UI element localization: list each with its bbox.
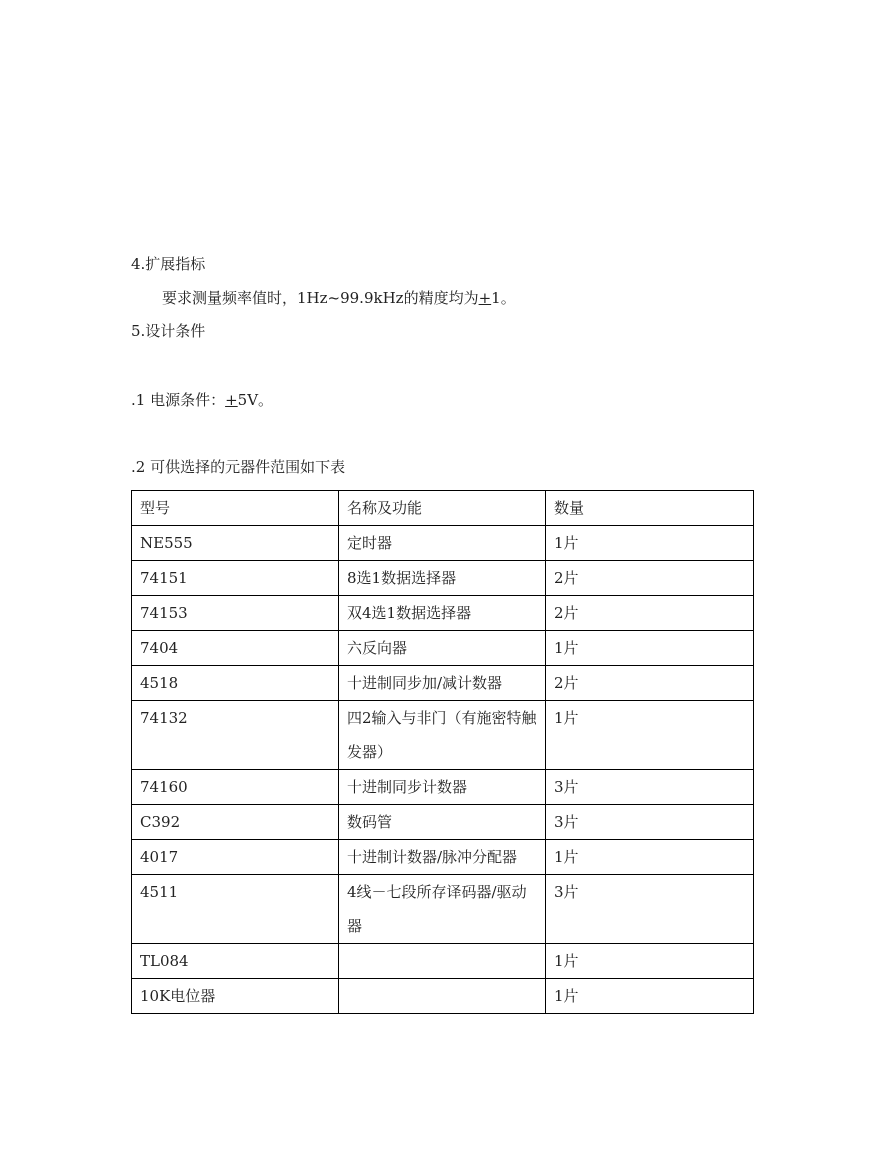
table-row [132, 701, 754, 770]
cell-name: 十进制同步计数器 [339, 770, 546, 805]
cell-model: 4518 [132, 666, 339, 701]
table-row [132, 805, 754, 840]
power-condition-prefix: .1 电源条件： [131, 391, 226, 409]
plus-minus-sign: + [225, 391, 238, 409]
cell-name: 四2输入与非门（有施密特触发器） [339, 701, 546, 770]
cell-model: NE555 [132, 526, 339, 561]
cell-model: 10K电位器 [132, 979, 339, 1014]
section-4-body-prefix: 要求测量频率值时，1Hz~99.9kHz的精度均为 [162, 289, 479, 307]
section-4-heading: 4.扩展指标 [131, 255, 206, 273]
section-4-body-suffix: 1。 [491, 289, 516, 307]
section-5-heading: 5.设计条件 [131, 322, 206, 340]
header-quantity: 数量 [546, 491, 754, 526]
power-condition-line [131, 390, 273, 410]
table-row [132, 770, 754, 805]
section-4-body [162, 288, 516, 308]
cell-qty: 1片 [546, 979, 754, 1014]
cell-name: 数码管 [339, 805, 546, 840]
plus-minus-sign: + [478, 289, 492, 307]
cell-name [339, 944, 546, 979]
cell-name: 十进制同步加/减计数器 [339, 666, 546, 701]
cell-model: 4017 [132, 840, 339, 875]
cell-qty: 3片 [546, 805, 754, 840]
cell-qty: 1片 [546, 944, 754, 979]
header-name-function: 名称及功能 [339, 491, 546, 526]
table-row [132, 526, 754, 561]
cell-model: 74151 [132, 561, 339, 596]
cell-model: 74132 [132, 701, 339, 770]
cell-model: C392 [132, 805, 339, 840]
table-row [132, 561, 754, 596]
header-model: 型号 [132, 491, 339, 526]
cell-model: 7404 [132, 631, 339, 666]
cell-model: TL084 [132, 944, 339, 979]
component-range-caption: .2 可供选择的元器件范围如下表 [131, 458, 346, 476]
cell-name: 六反向器 [339, 631, 546, 666]
table-row [132, 979, 754, 1014]
power-condition-suffix: 5V。 [237, 391, 274, 409]
cell-name: 定时器 [339, 526, 546, 561]
cell-name: 双4选1数据选择器 [339, 596, 546, 631]
cell-qty: 1片 [546, 701, 754, 770]
cell-qty: 1片 [546, 631, 754, 666]
cell-qty: 1片 [546, 526, 754, 561]
table-row [132, 875, 754, 944]
table-row [132, 944, 754, 979]
table-row [132, 666, 754, 701]
table-row [132, 840, 754, 875]
cell-qty: 3片 [546, 875, 754, 944]
cell-qty: 1片 [546, 840, 754, 875]
cell-qty: 2片 [546, 561, 754, 596]
component-table [131, 490, 754, 1014]
cell-name [339, 979, 546, 1014]
cell-qty: 3片 [546, 770, 754, 805]
cell-qty: 2片 [546, 666, 754, 701]
table-row [132, 596, 754, 631]
table-header-row [132, 491, 754, 526]
cell-name: 十进制计数器/脉冲分配器 [339, 840, 546, 875]
cell-name: 4线－七段所存译码器/驱动器 [339, 875, 546, 944]
cell-qty: 2片 [546, 596, 754, 631]
cell-model: 74160 [132, 770, 339, 805]
cell-model: 4511 [132, 875, 339, 944]
table-row [132, 631, 754, 666]
cell-name: 8选1数据选择器 [339, 561, 546, 596]
cell-model: 74153 [132, 596, 339, 631]
